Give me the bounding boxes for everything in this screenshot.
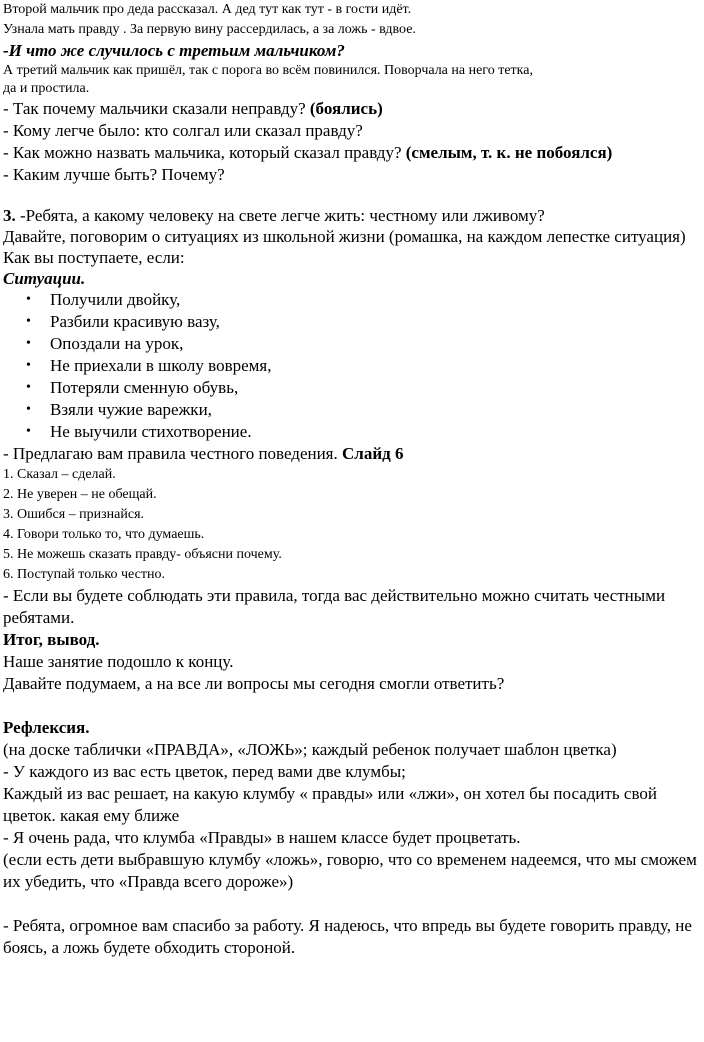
summary-heading: Итог, вывод. — [3, 630, 100, 649]
list-item: • Не выучили стихотворение. — [50, 421, 700, 443]
situations-heading: Ситуации. — [3, 269, 86, 288]
spacer — [3, 186, 700, 205]
reflection-line-5: (если есть дети выбравшую клумбу «ложь», говорю, что со временем надеемся, что мы сможем их убедить, что «Правда всего дороже») — [3, 850, 697, 891]
story-line-1: Второй мальчик про деда рассказал. А дед тут как тут - в гости идёт. — [3, 2, 412, 17]
question-3 — [3, 142, 700, 164]
spacer — [3, 893, 700, 915]
slide-label: Слайд 6 — [342, 444, 404, 463]
rule-item: 6. Поступай только честно. — [3, 567, 165, 582]
reflection-line-4: - Я очень рада, что клумба «Правды» в нашем классе будет процветать. — [3, 828, 521, 847]
section-3-prompt: Как вы поступаете, если: — [3, 248, 185, 267]
question-third-boy: -И что же случилось с третьим мальчиком? — [3, 41, 345, 60]
list-item: • Разбили красивую вазу, — [50, 311, 700, 333]
list-item: • Не приехали в школу вовремя, — [50, 355, 700, 377]
question-1 — [3, 98, 700, 120]
section-3-intro: Давайте, поговорим о ситуациях из школьной жизни (ромашка, на каждом лепестке ситуация) — [3, 227, 686, 246]
summary-line-2: Давайте подумаем, а на все ли вопросы мы сегодня смогли ответить? — [3, 674, 505, 693]
closing-text: - Ребята, огромное вам спасибо за работу. Я надеюсь, что впредь вы будете говорить правду, не боясь, а ложь будете обходить стороной. — [3, 916, 692, 957]
section-3-number: 3. — [3, 206, 16, 225]
list-item: • Опоздали на урок, — [50, 333, 700, 355]
spacer — [3, 695, 700, 717]
rule-item: 4. Говори только то, что думаешь. — [3, 527, 205, 542]
list-item: • Потеряли сменную обувь, — [50, 377, 700, 399]
question-2: - Кому легче было: кто солгал или сказал правду? — [3, 121, 363, 140]
reflection-line-3: Каждый из вас решает, на какую клумбу « правды» или «лжи», он хотел бы посадить свой цветок. какая ему ближе — [3, 784, 657, 825]
section-3-question — [3, 205, 700, 226]
question-3-answer: (смелым, т. к. не побоялся) — [405, 143, 613, 162]
list-item: • Получили двойку, — [50, 289, 700, 311]
rules-intro-text: - Предлагаю вам правила честного поведения. — [3, 444, 343, 463]
question-1-answer: (боялись) — [309, 99, 383, 118]
reflection-line-1: (на доске таблички «ПРАВДА», «ЛОЖЬ»; каждый ребенок получает шаблон цветка) — [3, 740, 617, 759]
situations-list — [3, 289, 700, 443]
story-line-3a: А третий мальчик как пришёл, так с порога во всём повинился. Поворчала на него тетка, — [3, 63, 533, 78]
reflection-heading: Рефлексия. — [3, 718, 90, 737]
story-line-2: Узнала мать правду . За первую вину рассердилась, а за ложь - вдвое. — [3, 22, 416, 37]
rule-item: 2. Не уверен – не обещай. — [3, 487, 157, 502]
list-item: • Взяли чужие варежки, — [50, 399, 700, 421]
rule-item: 1. Сказал – сделай. — [3, 467, 116, 482]
rule-item: 3. Ошибся – признайся. — [3, 507, 145, 522]
rules-intro — [3, 443, 700, 465]
question-1-text: - Так почему мальчики сказали неправду? — [3, 99, 310, 118]
section-3-question-text: -Ребята, а какому человеку на свете легче жить: честному или лживому? — [15, 206, 545, 225]
question-3-text: - Как можно назвать мальчика, который сказал правду? — [3, 143, 406, 162]
question-4: - Каким лучше быть? Почему? — [3, 165, 225, 184]
rules-conclusion: - Если вы будете соблюдать эти правила, тогда вас действительно можно считать честными ребятами. — [3, 586, 666, 627]
summary-line-1: Наше занятие подошло к концу. — [3, 652, 234, 671]
story-line-3b: да и простила. — [3, 81, 90, 96]
rule-item: 5. Не можешь сказать правду- объясни почему. — [3, 547, 282, 562]
reflection-line-2: - У каждого из вас есть цветок, перед вами две клумбы; — [3, 762, 406, 781]
